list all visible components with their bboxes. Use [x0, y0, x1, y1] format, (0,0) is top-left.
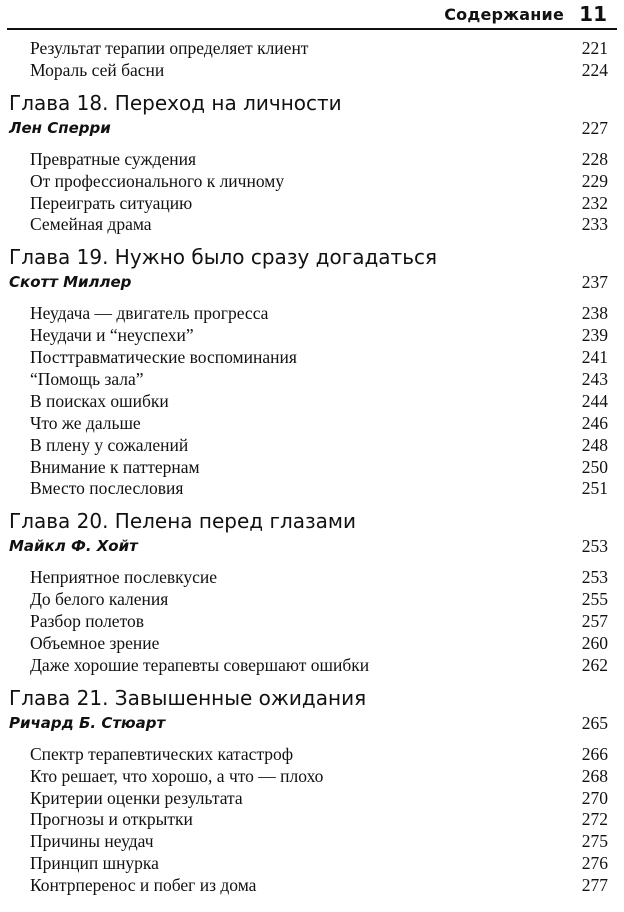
- toc-entry-title: Неудачи и “неуспехи”: [30, 325, 194, 346]
- toc-entry: [0, 369, 624, 391]
- toc-entry-title: От профессионального к личному: [30, 170, 285, 191]
- toc-entry-title: “Помощь зала”: [30, 369, 144, 390]
- toc-entry: [0, 766, 624, 788]
- toc-entry: [0, 611, 624, 633]
- toc-entry-page: 262: [581, 654, 608, 675]
- toc-entry: [0, 655, 624, 677]
- toc-entry: [0, 831, 624, 853]
- toc-entry-page: 243: [581, 369, 608, 390]
- toc-entry: [0, 567, 624, 589]
- toc-entry-page: 241: [581, 347, 608, 368]
- toc-entry: [0, 38, 624, 60]
- chapter-author-line: [0, 271, 624, 293]
- toc-entry-page: 260: [581, 633, 608, 654]
- table-of-contents: [0, 38, 624, 897]
- toc-entry-page: 266: [581, 743, 608, 764]
- toc-entry-page: 244: [581, 390, 608, 411]
- toc-entry-page: 248: [581, 434, 608, 455]
- chapter-author-line: [0, 117, 624, 139]
- toc-entry: [0, 413, 624, 435]
- toc-entry-title: Критерии оценки результата: [30, 787, 243, 808]
- chapter-heading: [0, 508, 624, 535]
- toc-entry-page: 246: [581, 412, 608, 433]
- header-rule: [7, 28, 617, 30]
- toc-entry-title: Прогнозы и открытки: [30, 809, 193, 830]
- chapter-heading: [0, 90, 624, 117]
- toc-entry: [0, 589, 624, 611]
- chapter-author-line: [0, 535, 624, 557]
- chapter-heading: [0, 685, 624, 712]
- toc-entry-title: Принцип шнурка: [30, 853, 159, 874]
- toc-entry-title: Что же дальше: [30, 412, 141, 433]
- toc-entry-page: 238: [581, 303, 608, 324]
- chapter-author: Лен Сперри: [9, 118, 111, 137]
- toc-entry-page: 239: [581, 325, 608, 346]
- chapter-author: Ричард Б. Стюарт: [9, 713, 166, 732]
- chapter-author-line: [0, 712, 624, 734]
- chapter-page: 227: [581, 117, 608, 138]
- toc-entry: [0, 788, 624, 810]
- toc-entry-page: 253: [581, 567, 608, 588]
- toc-entry: [0, 809, 624, 831]
- toc-entry: [0, 457, 624, 479]
- page-number: 11: [579, 2, 607, 26]
- toc-entry: [0, 303, 624, 325]
- toc-entry: [0, 633, 624, 655]
- toc-entry-page: 255: [581, 589, 608, 610]
- toc-entry: [0, 325, 624, 347]
- toc-entry-title: Переиграть ситуацию: [30, 192, 193, 213]
- toc-entry-title: Внимание к паттернам: [30, 456, 200, 477]
- toc-entry-title: Превратные суждения: [30, 148, 196, 169]
- chapter-title: Глава 20. Пелена перед глазами: [9, 509, 357, 534]
- running-header: [0, 0, 624, 30]
- toc-entry-page: 257: [581, 611, 608, 632]
- chapter-title: Глава 18. Переход на личности: [9, 90, 342, 115]
- toc-entry: [0, 171, 624, 193]
- toc-entry-title: До белого каления: [30, 589, 169, 610]
- toc-entry-title: В поисках ошибки: [30, 390, 169, 411]
- toc-entry-page: 277: [581, 875, 608, 896]
- toc-entry-page: 233: [581, 214, 608, 235]
- toc-entry-page: 268: [581, 765, 608, 786]
- toc-entry-title: Вместо послесловия: [30, 478, 184, 499]
- toc-entry: [0, 435, 624, 457]
- toc-entry-title: Разбор полетов: [30, 611, 145, 632]
- toc-entry: [0, 347, 624, 369]
- toc-entry-title: Неприятное послевкусие: [30, 567, 218, 588]
- toc-entry-page: 270: [581, 787, 608, 808]
- toc-entry-title: Посттравматические воспоминания: [30, 347, 297, 368]
- toc-entry-title: В плену у сожалений: [30, 434, 189, 455]
- chapter-author: Майкл Ф. Хойт: [9, 537, 138, 556]
- toc-entry: [0, 193, 624, 215]
- toc-entry-title: Причины неудач: [30, 831, 154, 852]
- toc-entry-page: 228: [581, 148, 608, 169]
- toc-entry-title: Кто решает, что хорошо, а что — плохо: [30, 765, 324, 786]
- toc-entry-page: 229: [581, 170, 608, 191]
- chapter-page: 253: [581, 536, 608, 557]
- toc-entry-page: 251: [581, 478, 608, 499]
- toc-entry: [0, 60, 624, 82]
- toc-entry: [0, 853, 624, 875]
- toc-entry-page: 224: [581, 59, 608, 80]
- toc-entry-page: 272: [581, 809, 608, 830]
- toc-entry: [0, 478, 624, 500]
- toc-entry-title: Результат терапии определяет клиент: [30, 38, 309, 58]
- toc-entry: [0, 875, 624, 897]
- chapter-author: Скотт Миллер: [9, 273, 132, 292]
- chapter-page: 265: [581, 712, 608, 733]
- toc-entry: [0, 744, 624, 766]
- toc-entry-page: 232: [581, 192, 608, 213]
- section-title: Содержание: [444, 5, 564, 24]
- toc-entry-page: 275: [581, 831, 608, 852]
- chapter-heading: [0, 244, 624, 271]
- toc-entry-page: 276: [581, 853, 608, 874]
- toc-entry-title: Мораль сей басни: [30, 59, 165, 80]
- chapter-title: Глава 21. Завышенные ожидания: [9, 685, 367, 710]
- chapter-page: 237: [581, 272, 608, 293]
- toc-entry-title: Контрперенос и побег из дома: [30, 875, 257, 896]
- toc-entry-title: Спектр терапевтических катастроф: [30, 743, 294, 764]
- toc-entry-title: Неудача — двигатель прогресса: [30, 303, 269, 324]
- toc-entry: [0, 214, 624, 236]
- toc-entry-title: Объемное зрение: [30, 633, 160, 654]
- toc-entry: [0, 391, 624, 413]
- chapter-title: Глава 19. Нужно было сразу догадаться: [9, 245, 438, 270]
- toc-entry-title: Семейная драма: [30, 214, 152, 235]
- toc-entry-page: 250: [581, 456, 608, 477]
- toc-entry: [0, 149, 624, 171]
- toc-entry-page: 221: [581, 38, 608, 58]
- toc-entry-title: Даже хорошие терапевты совершают ошибки: [30, 654, 370, 675]
